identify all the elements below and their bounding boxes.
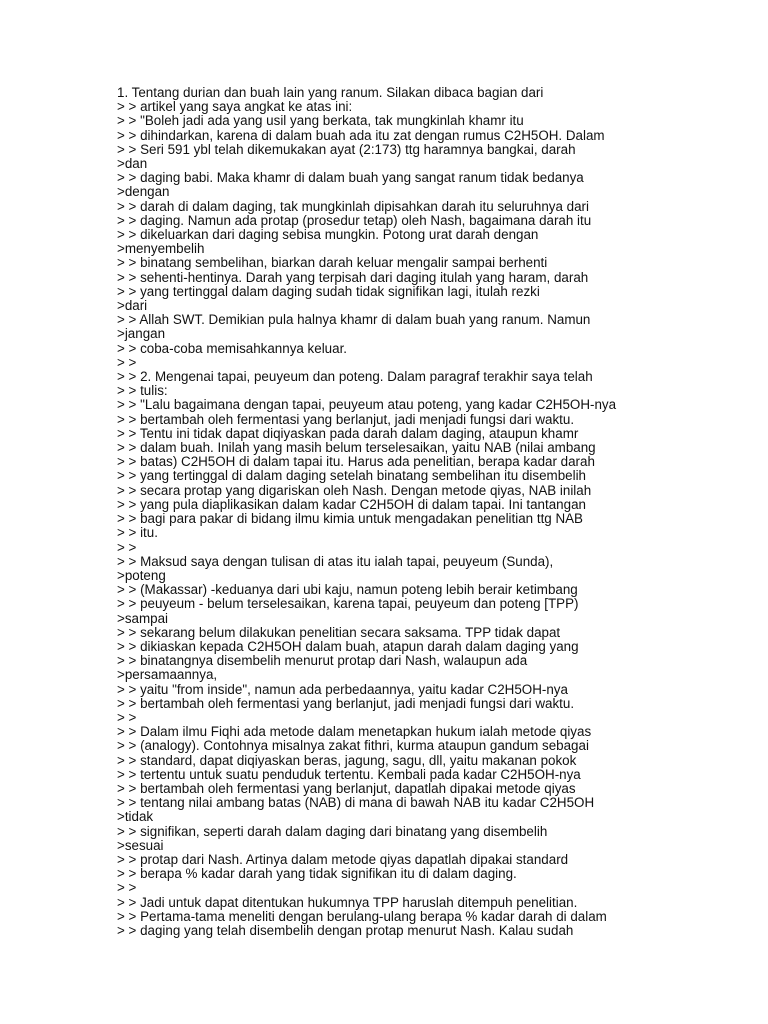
text-line: > > (Makassar) -keduanya dari ubi kaju, namun poteng lebih berair ketimbang: [117, 582, 578, 598]
text-line: > > Dalam ilmu Fiqhi ada metode dalam menetapkan hukum ialah metode qiyas: [117, 724, 592, 740]
text-line: > > yaitu "from inside", namun ada perbedaannya, yaitu kadar C2H5OH-nya: [117, 681, 568, 697]
text-line: >dengan: [117, 184, 170, 200]
text-line: > > bagi para pakar di bidang ilmu kimia untuk mengadakan penelitian ttg NAB: [117, 511, 583, 527]
text-line: > >: [117, 709, 137, 725]
text-line: > > daging yang telah disembelih dengan protap menurut Nash. Kalau sudah: [117, 922, 574, 938]
text-line: > > peuyeum - belum terselesaikan, karena tapai, peuyeum dan poteng [TPP): [117, 596, 579, 612]
document-body: [117, 86, 757, 938]
text-line: > > Jadi untuk dapat ditentukan hukumnya TPP haruslah ditempuh penelitian.: [117, 894, 578, 910]
text-line: > > Pertama-tama meneliti dengan berulang-ulang berapa % kadar darah di dalam: [117, 908, 607, 924]
text-line: > > tulis:: [117, 383, 168, 399]
text-line: > > tentang nilai ambang batas (NAB) di mana di bawah NAB itu kadar C2H5OH: [117, 795, 595, 811]
text-line: > > sehenti-hentinya. Darah yang terpisah dari daging itulah yang haram, darah: [117, 269, 589, 285]
text-line: > > standard, dapat diqiyaskan beras, jagung, sagu, dll, yaitu makanan pokok: [117, 752, 577, 768]
text-line: >sesuai: [117, 837, 164, 853]
text-line: > > dikiaskan kepada C2H5OH dalam buah, atapun darah dalam daging yang: [117, 638, 579, 654]
text-line: > > coba-coba memisahkannya keluar.: [117, 340, 348, 356]
text-line: > > daging. Namun ada protap (prosedur tetap) oleh Nash, bagaimana darah itu: [117, 212, 592, 228]
text-line: > > bertambah oleh fermentasi yang berlanjut, jadi menjadi fungsi dari waktu.: [117, 695, 575, 711]
text-line: > > daging babi. Maka khamr di dalam buah yang sangat ranum tidak bedanya: [117, 170, 584, 186]
text-line: > > yang tertinggal di dalam daging setelah binatang sembelihan itu disembelih: [117, 468, 586, 484]
text-line: > > dihindarkan, karena di dalam buah ada itu zat dengan rumus C2H5OH. Dalam: [117, 127, 605, 143]
text-line: >persamaannya,: [117, 667, 218, 683]
text-line: > > artikel yang saya angkat ke atas ini:: [117, 99, 353, 115]
text-line: >poteng: [117, 567, 166, 583]
text-line: > > Seri 591 ybl telah dikemukakan ayat (2:173) ttg haramnya bangkai, darah: [117, 141, 576, 157]
text-line: > > yang tertinggal dalam daging sudah tidak signifikan lagi, itulah rezki: [117, 283, 540, 299]
text-line: > > yang pula diaplikasikan dalam kadar C2H5OH di dalam tapai. Ini tantangan: [117, 496, 586, 512]
text-line: > > tertentu untuk suatu penduduk tertentu. Kembali pada kadar C2H5OH-nya: [117, 766, 581, 782]
text-line: > > 2. Mengenai tapai, peuyeum dan poteng. Dalam paragraf terakhir saya telah: [117, 369, 593, 385]
text-line: > > batas) C2H5OH di dalam tapai itu. Harus ada penelitian, berapa kadar darah: [117, 454, 595, 470]
text-line: > >: [117, 354, 137, 370]
text-line: > > darah di dalam daging, tak mungkinlah dipisahkan darah itu seluruhnya dari: [117, 198, 589, 214]
text-line: >sampai: [117, 610, 168, 626]
text-line: > > binatangnya disembelih menurut protap dari Nash, walaupun ada: [117, 653, 528, 669]
text-line: > >: [117, 539, 137, 555]
text-line: > > berapa % kadar darah yang tidak signifikan itu di dalam daging.: [117, 866, 517, 882]
text-line: > > Tentu ini tidak dapat diqiyaskan pada darah dalam daging, ataupun khamr: [117, 425, 579, 441]
text-line: 1. Tentang durian dan buah lain yang ranum. Silakan dibaca bagian dari: [117, 85, 544, 100]
text-line: >jangan: [117, 326, 166, 342]
text-line: > > Allah SWT. Demikian pula halnya khamr di dalam buah yang ranum. Namun: [117, 312, 591, 328]
text-line: > > Maksud saya dengan tulisan di atas itu ialah tapai, peuyeum (Sunda),: [117, 553, 554, 569]
text-line: > > bertambah oleh fermentasi yang berlanjut, jadi menjadi fungsi dari waktu.: [117, 411, 575, 427]
text-line: >dan: [117, 156, 148, 172]
text-line: > > "Boleh jadi ada yang usil yang berkata, tak mungkinlah khamr itu: [117, 113, 524, 129]
text-line: > > sekarang belum dilakukan penelitian secara saksama. TPP tidak dapat: [117, 624, 561, 640]
text-line: > > (analogy). Contohnya misalnya zakat fithri, kurma ataupun gandum sebagai: [117, 738, 589, 754]
text-line: > >: [117, 880, 137, 896]
text-line: > > protap dari Nash. Artinya dalam metode qiyas dapatlah dipakai standard: [117, 851, 569, 867]
text-line: > > signifikan, seperti darah dalam daging dari binatang yang disembelih: [117, 823, 548, 839]
text-line: > > "Lalu bagaimana dengan tapai, peuyeum atau poteng, yang kadar C2H5OH-nya: [117, 397, 617, 413]
text-line: > > dalam buah. Inilah yang masih belum terselesaikan, yaitu NAB (nilai ambang: [117, 440, 596, 456]
text-line: > > binatang sembelihan, biarkan darah keluar mengalir sampai berhenti: [117, 255, 548, 271]
text-line: > > bertambah oleh fermentasi yang berlanjut, dapatlah dipakai metode qiyas: [117, 780, 576, 796]
text-line: > > itu.: [117, 525, 158, 541]
text-line: >dari: [117, 298, 148, 314]
text-line: >tidak: [117, 809, 154, 825]
text-line: >menyembelih: [117, 241, 205, 257]
text-line: > > dikeluarkan dari daging sebisa mungkin. Potong urat darah dengan: [117, 227, 539, 243]
text-line: > > secara protap yang digariskan oleh Nash. Dengan metode qiyas, NAB inilah: [117, 482, 592, 498]
